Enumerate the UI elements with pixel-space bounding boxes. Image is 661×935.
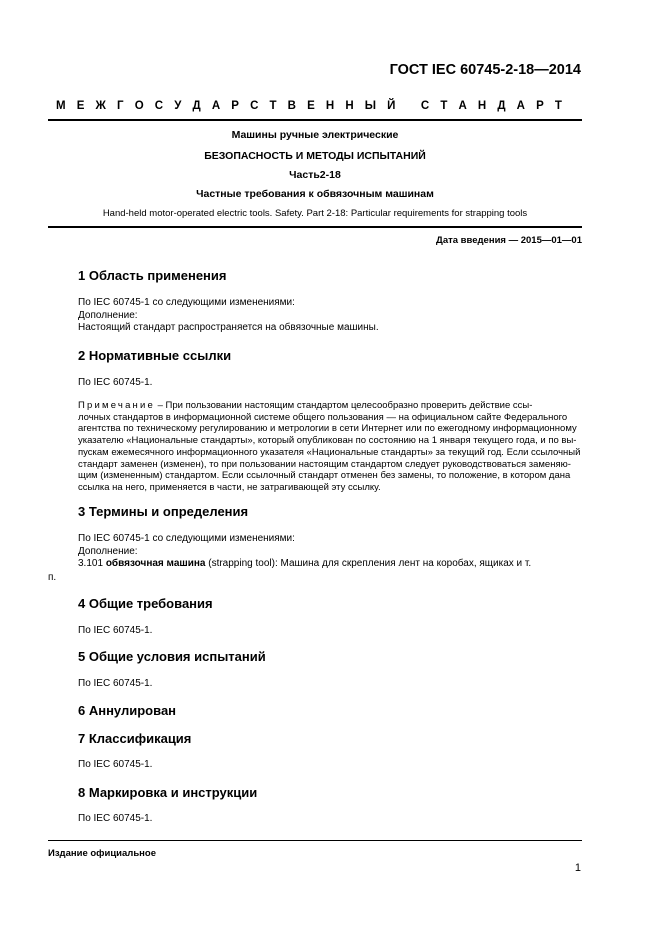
section-3-heading: 3 Термины и определения [78,504,249,519]
banner-letter: Р [536,100,544,112]
title-english: Hand-held motor-operated electric tools. Safety. Part 2-18: Particular requirements for strapping tools [102,208,528,219]
section-3-line-2: Дополнение: [78,546,138,557]
section-2-note [78,400,583,494]
banner-letter: С [420,100,430,112]
note-line: щим (измененным) стандартом. Если ссылочный стандарт отменен без замены, то положение, в котором дана [78,470,571,482]
banner-letter: Н [325,100,335,112]
banner-letter: А [458,100,467,112]
interstate-standard-banner [56,100,562,112]
term-definition: 3.101 обвязочная машина (strapping tool): Машина для скрепления лент на коробах, ящиках и т. [78,558,532,569]
banner-letter: Н [345,100,354,112]
official-edition-label: Издание официальное [48,848,156,859]
section-2-line-1: По IEC 60745-1. [78,377,153,388]
banner-letter: Е [76,100,85,112]
banner-letter: Т [440,100,448,112]
banner-gap [407,100,410,112]
banner-letter: Т [269,100,277,112]
title-line-3: Часть2-18 [289,169,341,181]
note-line: агентства по техническому регулированию и метрологии в сети Интернет или по ежегодному информационному [78,423,577,435]
banner-letter: С [154,100,164,112]
note-line: ссылка на него, применяется в части, не затрагивающей эту ссылку. [78,481,381,493]
banner-letter: В [287,100,296,112]
banner-letter: Н [477,100,487,112]
section-4-line-1: По IEC 60745-1. [78,625,153,636]
document-code: ГОСТ IEC 60745-2-18—2014 [389,62,581,78]
page-number: 1 [574,862,581,874]
banner-letter: Р [231,100,239,112]
banner-letter: Т [554,100,562,112]
banner-letter: А [516,100,525,112]
title-line-1: Машины ручные электрические [231,129,399,141]
banner-letter: Й [387,100,396,112]
term-definition-tail: п. [48,572,57,583]
section-7-heading: 7 Классификация [78,731,192,746]
section-6-heading: 6 Аннулирован [78,703,177,718]
term-name: обвязочная машина [105,558,206,569]
banner-letter: Г [117,100,124,112]
section-1-line-1: По IEC 60745-1 со следующими изменениями: [78,297,295,308]
banner-letter: Е [307,100,315,112]
title-line-2: БЕЗОПАСНОСТЬ И МЕТОДЫ ИСПЫТАНИЙ [204,150,426,162]
note-line: указателю «Национальные стандарты», который опубликован по состоянию на 1 января текущего года, и по вы- [78,435,577,447]
title-line-4: Частные требования к обвязочным машинам [196,188,434,200]
section-5-heading: 5 Общие условия испытаний [78,649,266,664]
banner-letter: Ж [95,100,106,112]
note-line: Примечание – При пользовании настоящим стандартом целесообразно проверить действие ссы- [78,400,533,411]
section-3-line-1: По IEC 60745-1 со следующими изменениями: [78,533,295,544]
section-4-heading: 4 Общие требования [78,596,213,611]
banner-letter: С [250,100,259,112]
note-line: пускам ежемесячного информационного указателя «Национальные стандарты» за текущий год. Если ссылочный [78,446,581,458]
section-5-line-1: По IEC 60745-1. [78,678,153,689]
section-1-line-2: Дополнение: [78,310,138,321]
banner-letter: М [56,100,66,112]
note-line: лочных стандартов в информационной системе общего пользования — на официальном сайте Федерального [78,411,568,423]
section-1-heading: 1 Область применения [78,268,227,283]
banner-letter: Ы [364,100,377,112]
note-label: Примечание [78,400,155,411]
section-2-heading: 2 Нормативные ссылки [78,348,232,363]
banner-letter: Д [192,100,201,112]
introduction-date: Дата введения — 2015—01—01 [436,235,582,246]
section-8-heading: 8 Маркировка и инструкции [78,785,258,800]
footer-rule [48,840,582,841]
section-7-line-1: По IEC 60745-1. [78,759,153,770]
banner-letter: У [174,100,182,112]
note-line: стандарт заменен (изменен), то при пользовании настоящим стандартом следует руководствоваться заменяю- [78,458,571,470]
section-8-line-1: По IEC 60745-1. [78,813,153,824]
banner-letter: О [134,100,144,112]
title-bottom-rule [48,226,582,228]
section-1-line-3: Настоящий стандарт распространяется на обвязочные машины. [78,322,379,333]
banner-letter: Д [497,100,506,112]
top-rule [48,119,582,121]
banner-letter: А [211,100,221,112]
